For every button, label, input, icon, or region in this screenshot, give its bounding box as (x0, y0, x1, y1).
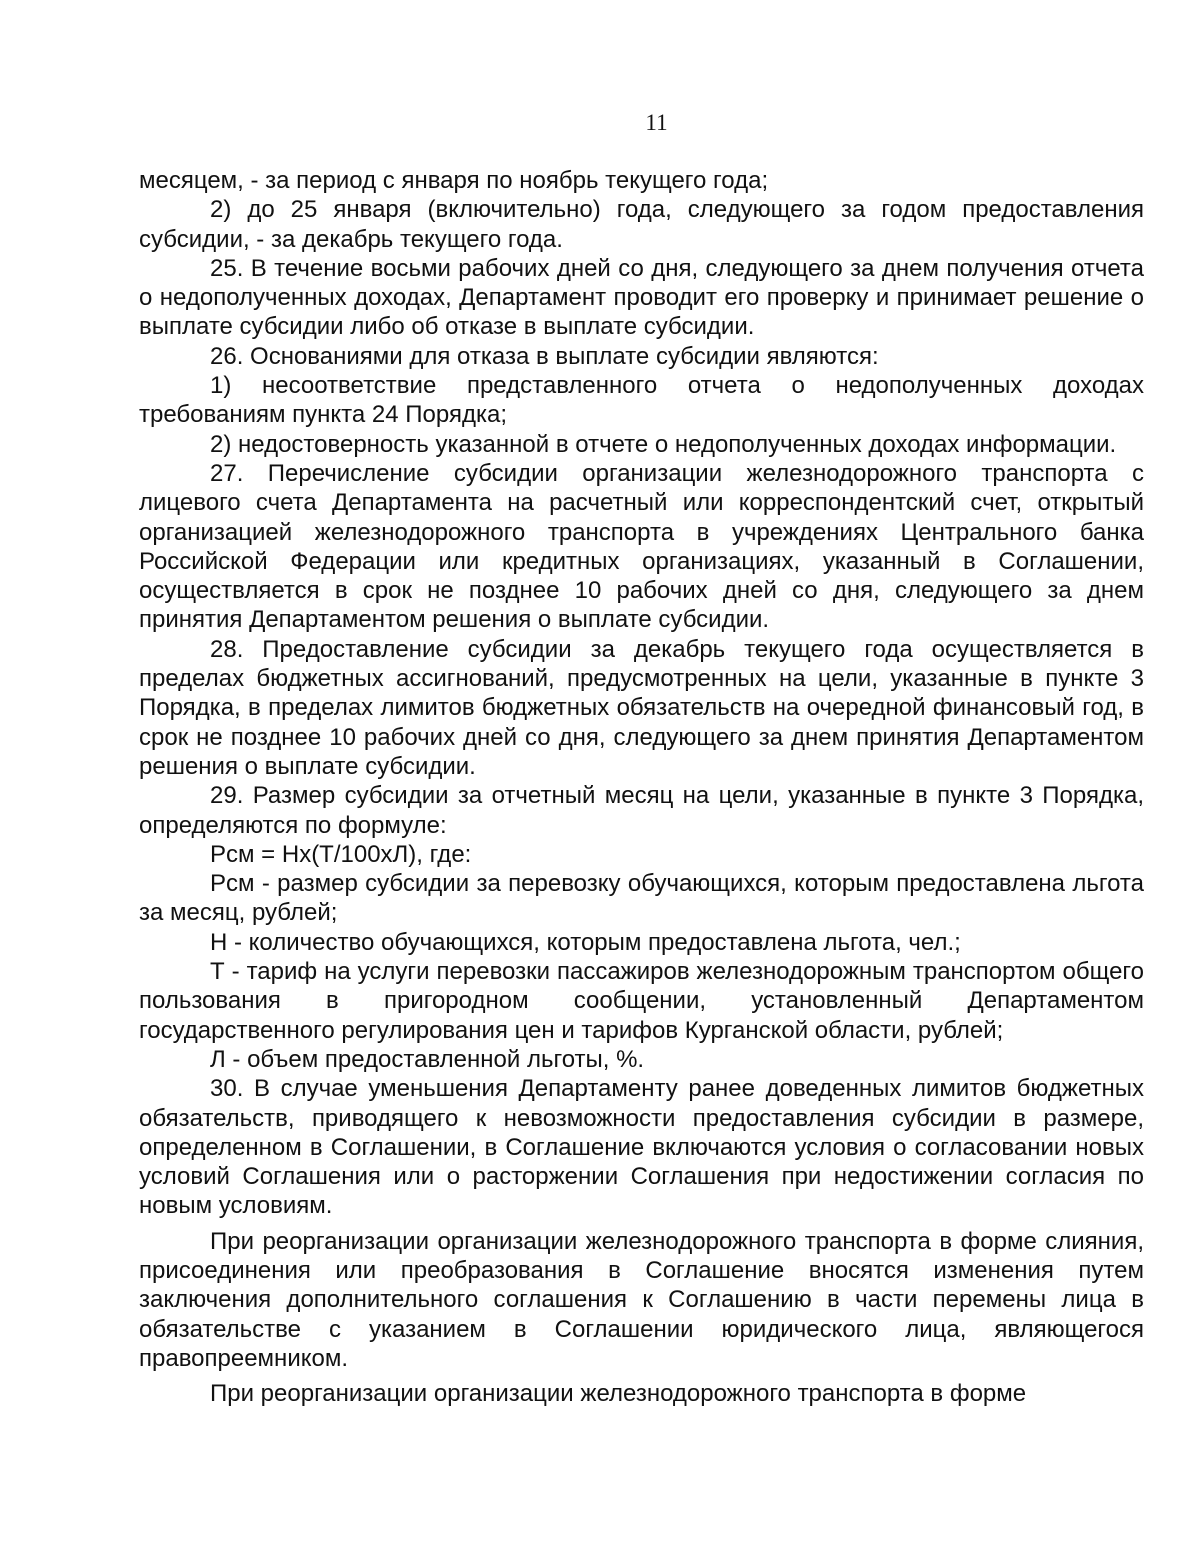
paragraph-26-item-1: 1) несоответствие представленного отчета о недополученных доходах требованиям пункта 24 Порядка; (139, 372, 1144, 429)
paragraph-30: 30. В случае уменьшения Департаменту ранее доведенных лимитов бюджетных обязательств, приводящего к невозможности предоставления субсидии в размере, определенном в Соглашении, в Соглашение включаются условия о согласовании новых условий Соглашения или о расторжении Соглашения при недостижении согласия по новым условиям. (139, 1075, 1144, 1220)
page-number: 11 (645, 110, 668, 135)
paragraph-29: 29. Размер субсидии за отчетный месяц на цели, указанные в пункте 3 Порядка, определяются по формуле: (139, 782, 1144, 839)
formula-definition-t: Т - тариф на услуги перевозки пассажиров железнодорожным транспортом общего пользования в пригородном сообщении, установленный Департаментом государственного регулирования цен и тарифов Курганской области, рублей; (139, 958, 1144, 1044)
paragraph-27: 27. Перечисление субсидии организации железнодорожного транспорта с лицевого счета Департамента на расчетный или корреспондентский счет, открытый организацией железнодорожного транспорта в учреждениях Центрального банка Российской Федерации или кредитных организациях, указанный в Соглашении, осуществляется в срок не позднее 10 рабочих дней со дня, следующего за днем принятия Департаментом решения о выплате субсидии. (139, 459, 1144, 634)
paragraph-continuation: месяцем, - за период с января по ноябрь текущего года; (139, 167, 769, 194)
paragraph-reorganization-merger: При реорганизации организации железнодорожного транспорта в форме слияния, присоединения или преобразования в Соглашение вносятся изменения путем заключения дополнительного соглашения к Соглашению в части перемены лица в обязательстве с указанием в Соглашении юридического лица, являющегося правопреемником. (139, 1227, 1144, 1372)
paragraph-item-2-deadline: 2) до 25 января (включительно) года, следующего за годом предоставления субсидии, - за декабрь текущего года. (139, 196, 1144, 253)
formula-definition-rsm: Рсм - размер субсидии за перевозку обучающихся, которым предоставлена льгота за месяц, рублей; (139, 870, 1144, 927)
paragraph-26: 26. Основаниями для отказа в выплате субсидии являются: (210, 342, 879, 370)
paragraph-28: 28. Предоставление субсидии за декабрь текущего года осуществляется в пределах бюджетных ассигнований, предусмотренных на цели, указанные в пункте 3 Порядка, в пределах лимитов бюджетных обязательств на очередной финансовый год, в срок не позднее 10 рабочих дней со дня, следующего за днем принятия Департаментом решения о выплате субсидии. (139, 635, 1144, 780)
paragraph-25: 25. В течение восьми рабочих дней со дня, следующего за днем получения отчета о недополученных доходах, Департамент проводит его проверку и принимает решение о выплате субсидии либо об отказе в выплате субсидии. (139, 254, 1144, 341)
formula-definition-n: Н - количество обучающихся, которым предоставлена льгота, чел.; (210, 928, 961, 956)
paragraph-26-item-2: 2) недостоверность указанной в отчете о недополученных доходах информации. (210, 430, 1117, 458)
formula-definition-l: Л - объем предоставленной льготы, %. (210, 1045, 645, 1073)
formula: Рсм = Нх(Т/100хЛ), где: (210, 840, 472, 868)
paragraph-reorganization-continued: При реорганизации организации железнодорожного транспорта в форме (210, 1380, 1027, 1408)
document-body (139, 166, 1144, 1408)
